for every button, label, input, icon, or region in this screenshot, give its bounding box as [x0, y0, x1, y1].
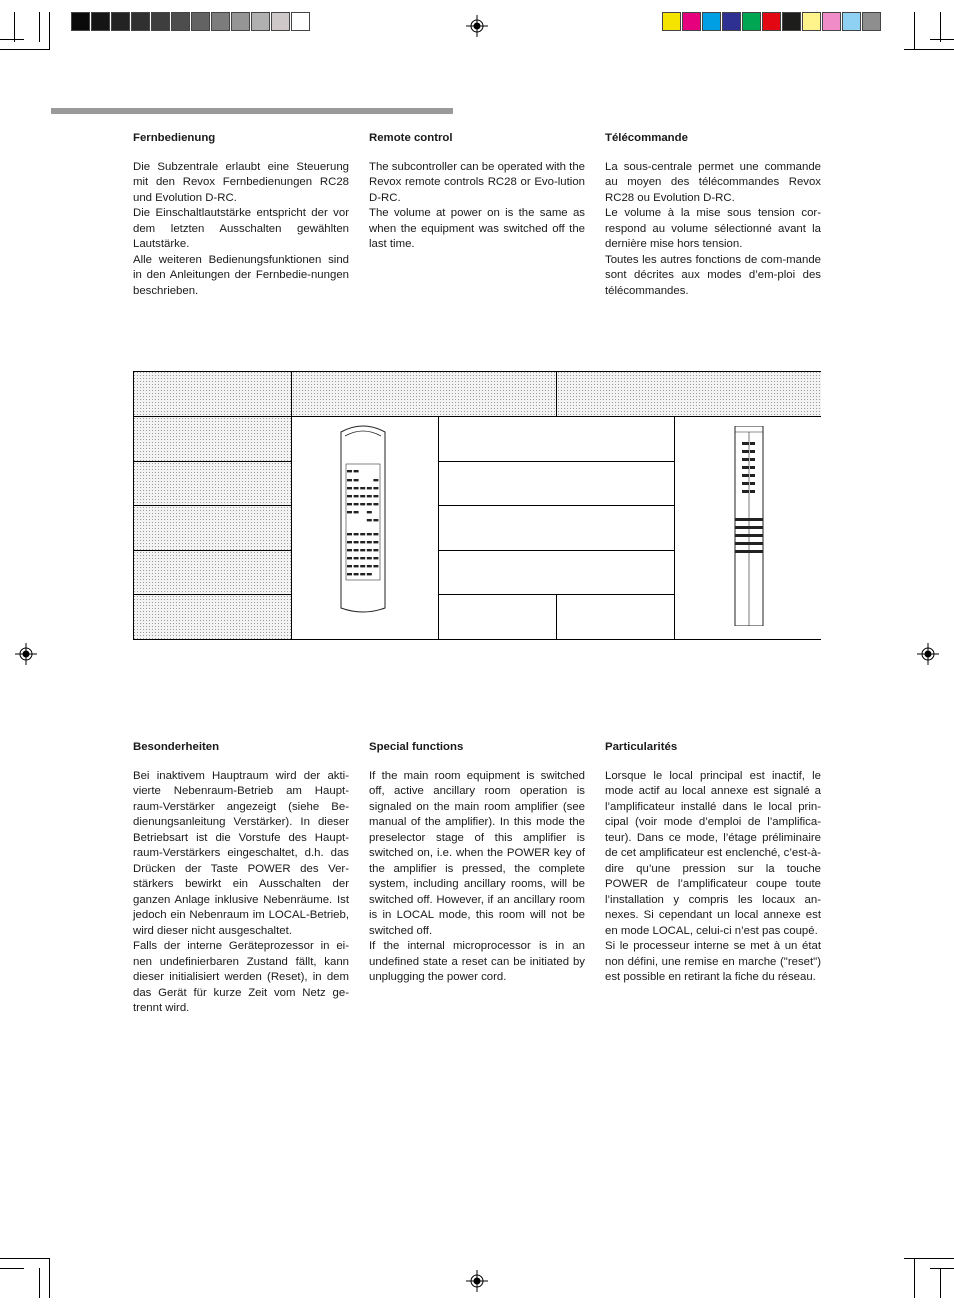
remote-key	[373, 479, 378, 481]
special-section-fr	[605, 740, 821, 986]
section-heading: Remote control	[369, 132, 453, 144]
registration-mark-icon	[15, 643, 37, 665]
table-cell	[439, 595, 556, 639]
color-swatch	[231, 12, 250, 31]
remote-section-en	[369, 131, 585, 253]
registration-mark-icon	[466, 1270, 488, 1292]
remote-key	[347, 565, 352, 567]
color-swatch	[91, 12, 110, 31]
color-swatch	[802, 12, 821, 31]
remote-control-side-drawing	[734, 426, 764, 626]
color-swatch	[742, 12, 761, 31]
paragraph: The volume at power on is the same as when the equipment was switched off the last time.	[369, 207, 585, 250]
color-swatch	[251, 12, 270, 31]
section-heading: Besonderheiten	[133, 741, 220, 753]
color-swatch	[131, 12, 150, 31]
color-swatch	[822, 12, 841, 31]
color-swatch	[291, 12, 310, 31]
remote-key	[742, 442, 749, 445]
remote-key	[373, 565, 378, 567]
remote-key	[367, 503, 372, 505]
remote-key	[742, 482, 749, 485]
remote-key	[735, 534, 763, 537]
remote-key	[750, 458, 755, 461]
remote-key	[367, 557, 372, 559]
gray-calibration-bar	[71, 12, 311, 31]
color-swatch	[662, 12, 681, 31]
table-header-cell	[557, 371, 821, 416]
color-swatch	[111, 12, 130, 31]
color-swatch	[71, 12, 90, 31]
remote-key	[750, 442, 755, 445]
remote-key	[367, 495, 372, 497]
remote-key	[750, 450, 755, 453]
remote-key	[742, 474, 749, 477]
remote-key	[367, 541, 372, 543]
color-swatch	[171, 12, 190, 31]
color-swatch	[682, 12, 701, 31]
section-heading: Télécommande	[605, 132, 688, 144]
remote-key	[347, 573, 352, 575]
remote-key	[360, 557, 365, 559]
paragraph: Lorsque le local principal est inactif, le mode actif au local annexe est signalé a l’amplificateur installé dans le local prin-cipal (voir mode d’emploi de l’amplifica-teur). Dans ce mode, l’étage préliminaire de cet amplificateur est enclenché, c’est-à-dire qu’une pression sur la touche POWER de l’amplificateur coupe toute l’installation y compris les locaux an-nexes. Si cependant un local annexe est en mode LOCAL, celui-ci n’est pas coupé.	[605, 769, 821, 937]
remote-key	[347, 495, 352, 497]
remote-key	[354, 533, 359, 535]
remote-key	[360, 549, 365, 551]
remote-key	[373, 519, 378, 521]
table-cell	[439, 462, 674, 505]
remote-key	[367, 573, 372, 575]
remote-key	[360, 541, 365, 543]
remote-key	[742, 458, 749, 461]
remote-key	[742, 490, 749, 493]
paragraph: If the main room equipment is switched off, active ancillary room operation is signaled on the main room amplifier (see manual of the amplifier). In this mode the preselector stage of this amplifier is switched on, i.e. when the POWER key of the amplifier is pressed, the complete system, including ancillary rooms, will be switched off. However, if an ancillary room is in LOCAL mode, this room will not be switched off.	[369, 769, 585, 937]
remote-key	[742, 466, 749, 469]
registration-mark-icon	[917, 643, 939, 665]
remote-key	[354, 479, 359, 481]
remote-key	[750, 482, 755, 485]
remote-key	[367, 519, 372, 521]
color-swatch	[762, 12, 781, 31]
remote-key	[347, 549, 352, 551]
paragraph: Bei inaktivem Hauptraum wird der akti-vierte Nebenraum-Betrieb am Haupt-raum-Verstärker angezeigt (siehe Be-dienungsanleitung Verstärker). In dieser Betriebsart ist die Vorstufe des Haupt-raum-Verstärkers eingeschaltet, d.h. das Drücken der Taste POWER des Ver-stärkers bewirkt ein Ausschalten der ganzen Anlage inklusive Nebenräume. Ist jedoch ein Nebenraum im LOCAL-Betrieb, wird dieser nicht ausgeschaltet.	[133, 769, 349, 937]
paragraph: La sous-centrale permet une commande au moyen des télécommandes Revox RC28 ou Evolution D-RC.	[605, 160, 821, 204]
table-row-label	[133, 551, 291, 594]
remote-functions-table	[133, 371, 821, 640]
remote-key	[354, 470, 359, 472]
remote-key	[360, 565, 365, 567]
color-swatch	[782, 12, 801, 31]
table-header-cell	[133, 371, 291, 416]
remote-key	[373, 533, 378, 535]
remote-control-drawing	[337, 424, 389, 614]
table-row-label	[133, 417, 291, 461]
remote-key	[354, 487, 359, 489]
remote-key	[367, 533, 372, 535]
remote-key	[735, 542, 763, 545]
remote-key	[354, 565, 359, 567]
remote-key	[367, 549, 372, 551]
color-swatch	[271, 12, 290, 31]
remote-key	[360, 487, 365, 489]
remote-key	[373, 541, 378, 543]
color-swatch	[842, 12, 861, 31]
remote-key	[367, 511, 372, 513]
section-heading: Special functions	[369, 741, 464, 753]
paragraph: If the internal microprocessor is in an undefined state a reset can be initiated by unplugging the power cord.	[369, 940, 585, 983]
remote-key	[367, 565, 372, 567]
table-row-label	[133, 506, 291, 550]
section-heading: Fernbedienung	[133, 132, 216, 144]
registration-mark-icon	[466, 15, 488, 37]
color-swatch	[211, 12, 230, 31]
color-calibration-bar	[662, 12, 882, 31]
paragraph: Le volume à la mise sous tension cor-respond au volume sélectionné avant la dernière mise hors tension.	[605, 207, 821, 250]
remote-key	[347, 511, 352, 513]
table-cell	[439, 417, 674, 461]
remote-key	[347, 533, 352, 535]
color-swatch	[702, 12, 721, 31]
remote-key	[735, 550, 763, 553]
remote-key	[750, 466, 755, 469]
color-swatch	[722, 12, 741, 31]
remote-key	[750, 474, 755, 477]
special-section-en	[369, 740, 585, 986]
paragraph: Si le processeur interne se met à un état non défini, une remise en marche ("reset") est possible en retirant la fiche du réseau.	[605, 940, 821, 983]
remote-key	[354, 511, 359, 513]
remote-key	[347, 541, 352, 543]
remote-key	[347, 470, 352, 472]
remote-key	[347, 557, 352, 559]
color-swatch	[862, 12, 881, 31]
remote-key	[347, 479, 352, 481]
remote-key	[354, 549, 359, 551]
remote-key	[373, 557, 378, 559]
special-section-de	[133, 740, 349, 1017]
remote-key	[742, 450, 749, 453]
remote-key	[373, 503, 378, 505]
remote-key	[750, 490, 755, 493]
remote-key	[373, 495, 378, 497]
remote-key	[360, 533, 365, 535]
paragraph: Die Einschaltlautstärke entspricht der vor dem letzten Ausschalten gewählten Lautstärke.	[133, 207, 349, 250]
header-rule	[51, 108, 453, 114]
table-header-cell	[292, 371, 556, 416]
paragraph: Die Subzentrale erlaubt eine Steuerung mit den Revox Fernbedienungen RC28 und Evolution D-RC.	[133, 160, 349, 204]
remote-key	[373, 549, 378, 551]
remote-key	[347, 487, 352, 489]
color-swatch	[151, 12, 170, 31]
remote-key	[735, 526, 763, 529]
remote-key	[354, 495, 359, 497]
remote-key	[354, 541, 359, 543]
remote-key	[360, 573, 365, 575]
table-row-label	[133, 595, 291, 639]
remote-key	[347, 503, 352, 505]
table-cell	[439, 506, 674, 550]
remote-key	[360, 495, 365, 497]
remote-key	[354, 503, 359, 505]
paragraph: Alle weiteren Bedienungsfunktionen sind in den Anleitungen der Fernbedie-nungen beschrieben.	[133, 253, 349, 297]
paragraph: Falls der interne Geräteprozessor in ei-nen undefinierbaren Zustand fällt, kann dieser initialisiert werden (Reset), in dem das Gerät für kurze Zeit vom Netz ge-trennt wird.	[133, 940, 349, 1014]
remote-key	[373, 487, 378, 489]
table-cell	[439, 551, 674, 594]
remote-key	[367, 487, 372, 489]
remote-key	[354, 557, 359, 559]
section-heading: Particularités	[605, 741, 678, 753]
remote-section-fr	[605, 131, 821, 299]
table-row-label	[133, 462, 291, 505]
remote-key	[360, 503, 365, 505]
remote-key	[354, 573, 359, 575]
color-swatch	[191, 12, 210, 31]
remote-section-de	[133, 131, 349, 299]
paragraph: Toutes les autres fonctions de com-mande sont décrites aux modes d’em-ploi des télécommandes.	[605, 253, 821, 297]
paragraph: The subcontroller can be operated with the Revox remote controls RC28 or Evo-lution D-RC.	[369, 160, 585, 204]
remote-key	[735, 518, 763, 521]
